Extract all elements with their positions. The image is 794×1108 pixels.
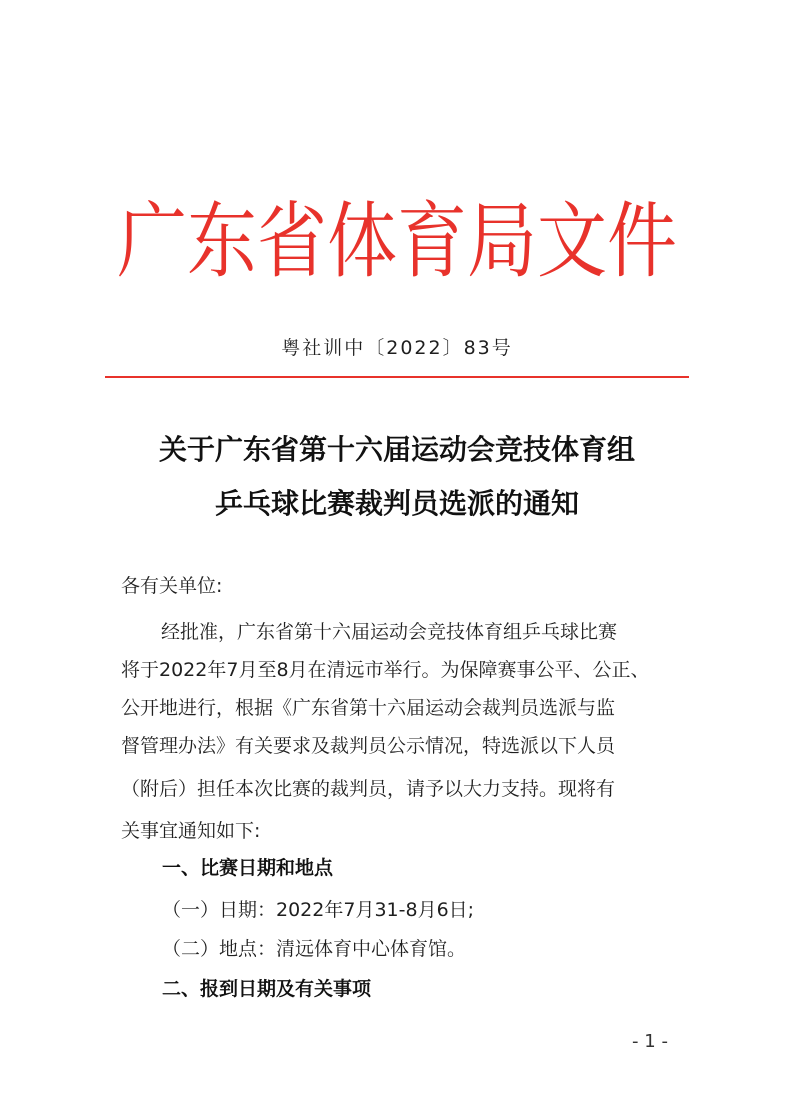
salutation: 各有关单位: — [121, 575, 223, 597]
document-title-line-1: 关于广东省第十六届运动会竞技体育组 — [158, 433, 635, 466]
document-number: 粤社训中〔2022〕83号 — [281, 337, 513, 359]
paragraph-line: 关事宜通知如下: — [121, 820, 261, 842]
red-divider-line — [105, 376, 689, 378]
paragraph-line: 经批准，广东省第十六届运动会竞技体育组乒乓球比赛 — [161, 621, 618, 643]
paragraph-line: 公开地进行，根据《广东省第十六届运动会裁判员选派与监 — [121, 697, 616, 719]
page-number: - 1 - — [632, 1031, 668, 1052]
section-item: （二）地点：清远体育中心体育馆。 — [162, 938, 467, 960]
paragraph-line: 督管理办法》有关要求及裁判员公示情况，特选派以下人员 — [121, 735, 616, 757]
document-title-line-2: 乒乓球比赛裁判员选派的通知 — [214, 487, 579, 520]
section-item: （一）日期：2022年7月31-8月6日; — [162, 899, 475, 921]
paragraph-line: 将于2022年7月至8月在清远市举行。为保障赛事公平、公正、 — [121, 659, 650, 681]
section-heading: 一、比赛日期和地点 — [162, 857, 334, 879]
section-heading: 二、报到日期及有关事项 — [162, 978, 372, 1000]
paragraph-line: （附后）担任本次比赛的裁判员，请予以大力支持。现将有 — [121, 778, 616, 800]
masthead-title: 广东省体育局文件 — [117, 192, 677, 290]
